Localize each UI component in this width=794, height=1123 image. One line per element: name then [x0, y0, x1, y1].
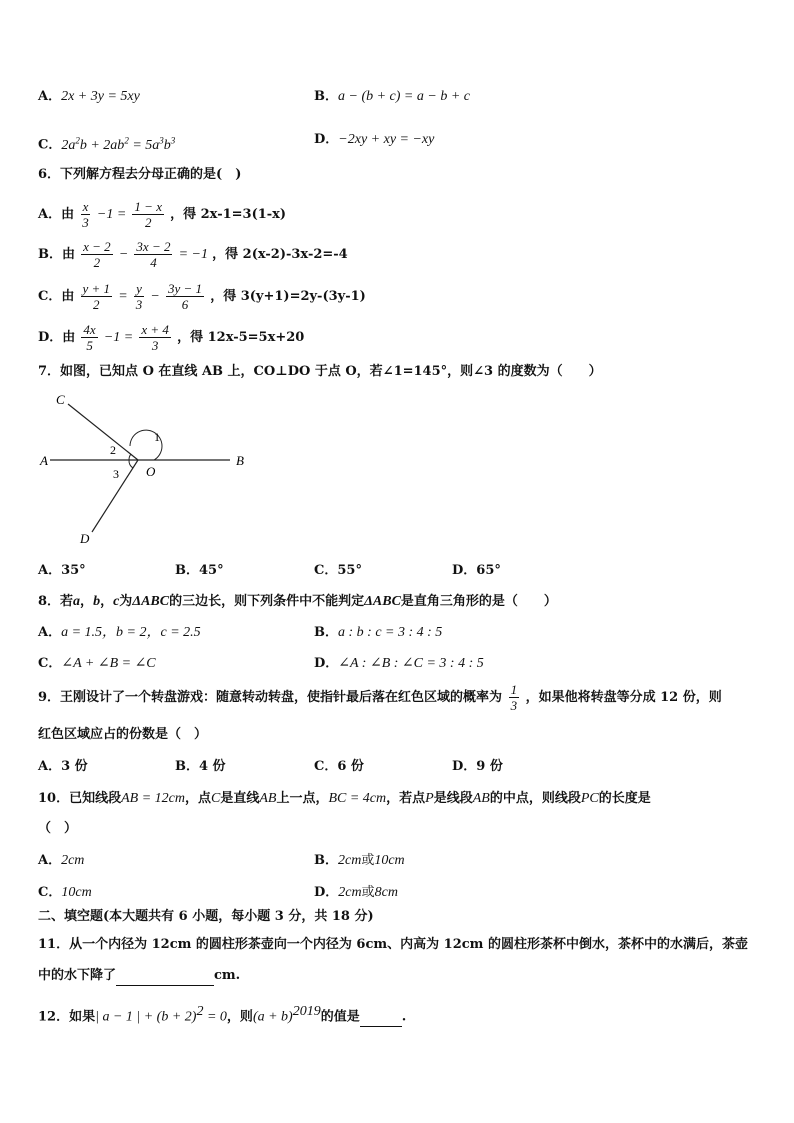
q9-option-d[interactable]: D．9 份	[452, 759, 503, 774]
operator: −1 =	[103, 330, 134, 345]
label-d: D	[80, 531, 90, 546]
option-label: C．由	[38, 289, 75, 304]
option-expression: a : b : c = 3 : 4 : 5	[338, 625, 443, 640]
option-result: ，得 3(y+1)=2y-(3y-1)	[210, 289, 366, 304]
option-expression: ∠A : ∠B : ∠C = 3 : 4 : 5	[338, 656, 484, 671]
option-label: B．	[314, 625, 338, 640]
operator: −	[118, 247, 129, 262]
option-expression: 2x + 3y = 5xy	[61, 89, 140, 104]
fraction: $\frac{3x - 2}{4}$	[136, 239, 171, 270]
q9-option-c[interactable]: C．6 份	[314, 759, 364, 774]
label-a: A	[40, 453, 48, 468]
q8-option-c[interactable]	[38, 654, 156, 674]
label-angle-3: 3	[113, 467, 119, 481]
q10-option-b[interactable]: B．2cm或10cm	[314, 853, 405, 868]
option-label: A．	[38, 625, 62, 640]
fraction: $\frac{x + 4}{3}$	[141, 322, 169, 353]
label-c: C	[56, 392, 65, 407]
angle-3-arc	[129, 460, 133, 468]
q10-option-c[interactable]	[38, 883, 92, 903]
fraction: $\frac{3y - 1}{6}$	[168, 281, 203, 312]
question-11-line2: 中的水下降了 cm.	[38, 965, 240, 986]
option-label: B．	[314, 853, 338, 868]
fraction: $\frac{4x}{5}$	[83, 322, 96, 353]
question-8-stem: 8．若a，b，c为ΔABC的三边长，则下列条件中不能判定ΔABC是直角三角形的是（ ）	[38, 594, 557, 609]
option-expression: a = 1.5，b = 2，c = 2.5	[61, 625, 201, 640]
option-expression: −2xy + xy = −xy	[338, 132, 435, 147]
section-2-heading: 二、填空题(本大题共有 6 小题，每小题 3 分，共 18 分)	[38, 909, 374, 924]
fraction: $\frac{1}{3}$	[510, 682, 518, 713]
option-label: A．由	[38, 207, 75, 222]
operator: = −1	[178, 247, 209, 262]
fraction: $\frac{1 - x}{2}$	[134, 199, 162, 230]
operator: −	[150, 289, 160, 304]
q8-option-a[interactable]	[38, 623, 201, 643]
q10-option-d[interactable]: D．2cm或8cm	[314, 885, 398, 900]
option-label: D．	[314, 885, 339, 900]
q7-option-a[interactable]: A．35°	[38, 563, 86, 578]
option-label: D．	[314, 132, 339, 147]
q5-option-b[interactable]	[314, 87, 470, 107]
q6-option-c[interactable]	[38, 279, 366, 315]
question-9-stem: 9．王刚设计了一个转盘游戏：随意转动转盘，使指针最后落在红色区域的概率为 $\frac{1}{3}$ ，如果他将转盘等分成 12 份，则	[38, 682, 722, 713]
q7-option-d[interactable]: D．65°	[452, 563, 501, 578]
option-label: C．	[38, 656, 62, 671]
question-7-stem: 7．如图，已知点 O 在直线 AB 上，CO⊥DO 于点 O，若∠1=145°，则∠3 的度数为（ ）	[38, 364, 602, 379]
option-label: A．	[38, 853, 62, 868]
option-expression: ∠A + ∠B = ∠C	[61, 656, 156, 671]
fraction: $\frac{x - 2}{2}$	[83, 239, 111, 270]
label-b: B	[236, 453, 244, 468]
q7-option-c[interactable]: C．55°	[314, 563, 362, 578]
option-label: B．	[314, 89, 338, 104]
q6-option-b[interactable]	[38, 237, 348, 273]
label-o: O	[146, 464, 156, 479]
operator: −1 =	[96, 207, 127, 222]
option-label: B．由	[38, 247, 75, 262]
q6-option-a[interactable]	[38, 197, 286, 233]
question-12: 12．如果| a − 1 | + $(b + 2)^2 = 0$，则$(a + b)^{2019}$的值是 .	[38, 1002, 406, 1027]
option-label: C．	[38, 137, 62, 153]
operator: =	[118, 289, 128, 304]
q9-option-a[interactable]: A．3 份	[38, 759, 88, 774]
ray-oc	[68, 404, 138, 460]
q8-option-b[interactable]	[314, 623, 442, 643]
option-label: D．	[314, 656, 339, 671]
q5-option-c[interactable]	[38, 130, 175, 156]
answer-blank[interactable]	[360, 1006, 402, 1027]
option-result: ，得 2x-1=3(1-x)	[170, 207, 287, 222]
question-10-stem-line2: （ ）	[38, 821, 78, 836]
q6-option-d[interactable]	[38, 320, 304, 356]
q5-option-d[interactable]	[314, 130, 434, 150]
option-label: D．由	[38, 330, 76, 345]
q5-option-a[interactable]	[38, 87, 140, 107]
option-result: ，得 2(x-2)-3x-2=-4	[212, 247, 348, 262]
q8-option-d[interactable]	[314, 654, 484, 674]
question-11-line1: 11．从一个内径为 12cm 的圆柱形茶壶向一个内径为 6cm、内高为 12cm 的圆柱形茶杯中倒水，茶杯中的水满后，茶壶	[38, 937, 748, 952]
angle-figure	[38, 388, 268, 548]
label-angle-2: 2	[110, 443, 116, 457]
option-expression: $2a^2b + 2ab^2 = 5a^3b^3$	[61, 135, 176, 153]
q10-option-a[interactable]	[38, 851, 84, 871]
option-label: A．	[38, 89, 62, 104]
answer-blank[interactable]	[116, 965, 214, 986]
fraction: $\frac{y + 1}{2}$	[82, 281, 111, 312]
option-result: ，得 12x-5=5x+20	[177, 330, 305, 345]
label-angle-1: 1	[154, 430, 160, 444]
question-10-stem: 10．已知线段AB = 12cm，点C是直线AB上一点，BC = 4cm，若点P是线段AB的中点，则线段PC的长度是	[38, 791, 651, 806]
option-expression: 10cm	[61, 885, 92, 900]
q7-option-b[interactable]: B．45°	[175, 563, 224, 578]
option-expression: a − (b + c) = a − b + c	[338, 89, 470, 104]
option-label: C．	[38, 885, 62, 900]
fraction: $\frac{y}{3}$	[135, 281, 143, 312]
angle-2-arc	[129, 454, 131, 460]
fraction: $\frac{x}{3}$	[82, 199, 89, 230]
question-9-stem-line2: 红色区域应占的份数是（ ）	[38, 727, 208, 742]
option-expression: 2cm	[61, 853, 85, 868]
q9-option-b[interactable]: B．4 份	[175, 759, 226, 774]
question-6-stem: 6．下列解方程去分母正确的是( )	[38, 167, 242, 182]
